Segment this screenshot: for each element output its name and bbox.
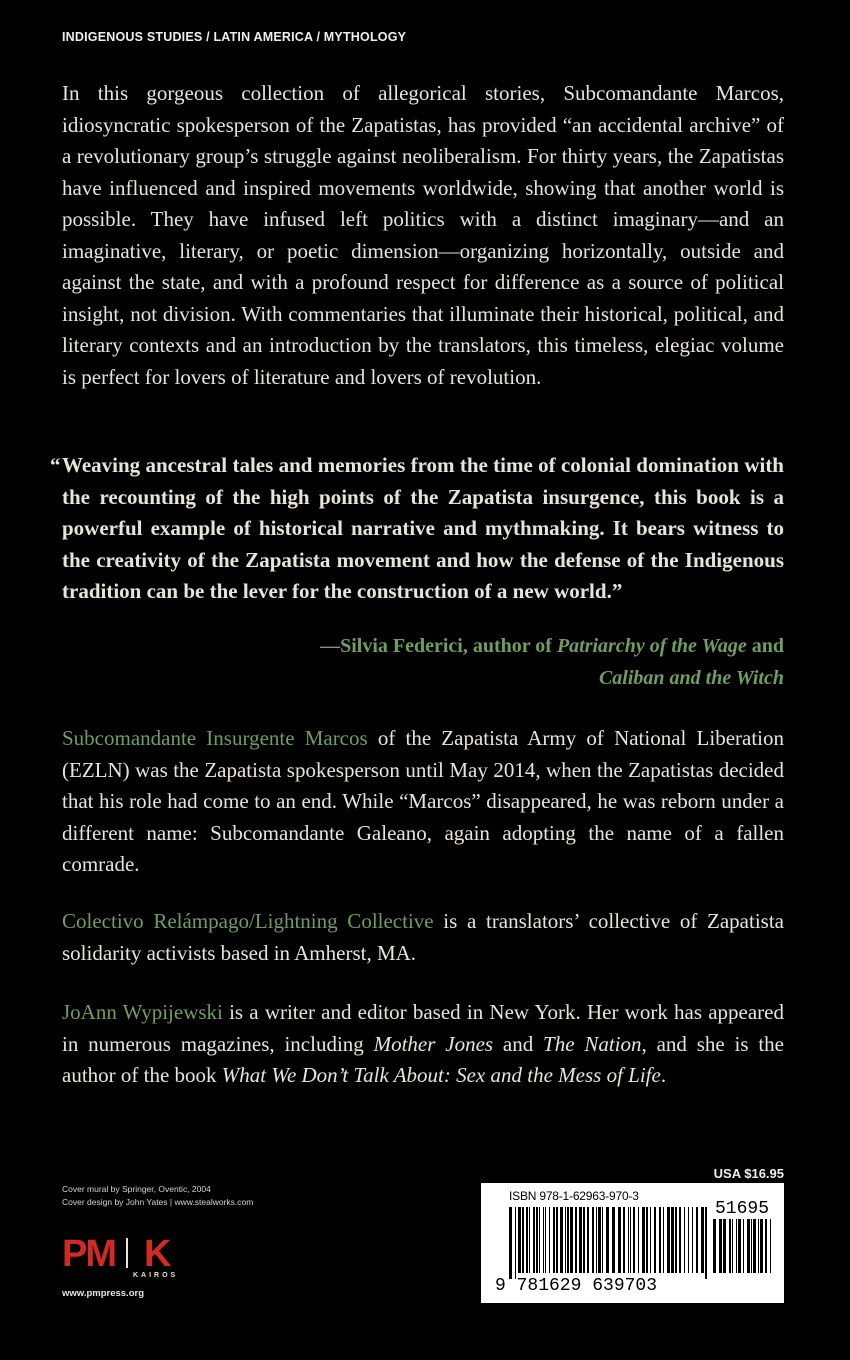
- cover-credits: [62, 1183, 253, 1208]
- ean-digits: 9 781629 639703: [495, 1276, 658, 1296]
- bio-joann-magazine-2: The Nation: [543, 1031, 642, 1056]
- addon-bar: [723, 1219, 726, 1273]
- bio-marcos: [62, 723, 784, 881]
- barcode-bar: [705, 1207, 707, 1279]
- addon-bar: [751, 1219, 752, 1273]
- bio-joann-and: and: [493, 1031, 544, 1056]
- barcode-bar: [692, 1207, 693, 1273]
- barcode-bar: [654, 1207, 656, 1273]
- barcode-bar: [596, 1207, 597, 1273]
- credit-line-1: Cover mural by Springer, Oventic, 2004: [62, 1184, 211, 1194]
- barcode-bar: [623, 1207, 625, 1273]
- pm-press-logo: PM: [62, 1233, 115, 1275]
- barcode-bar: [553, 1207, 555, 1273]
- addon-bar: [738, 1219, 741, 1273]
- barcode-bar: [526, 1207, 528, 1273]
- attribution-book-2: Caliban and the Witch: [598, 666, 784, 689]
- barcode-bar: [579, 1207, 582, 1273]
- endorsement-text: Weaving ancestral tales and memories from the time of colonial domination with the recounting of the high points of the Zapatista insurgence, this book is a powerful example of historical narrative and mythmaking. It bears witness to the creativity of the Zapatista movement and how the defense of the Indigenous tradition can be the lever for the construction of a new world.”: [62, 453, 784, 603]
- barcode: [481, 1183, 784, 1303]
- barcode-bar: [515, 1207, 516, 1279]
- kairos-wordmark: KAIROS: [133, 1272, 179, 1279]
- bio-marcos-name: Subcomandante Insurgente Marcos: [62, 726, 368, 750]
- barcode-bar: [606, 1207, 609, 1273]
- isbn-number: ISBN 978-1-62963-970-3: [509, 1189, 639, 1203]
- barcode-bar: [592, 1207, 594, 1273]
- barcode-bar: [533, 1207, 535, 1273]
- barcode-bar: [570, 1207, 573, 1273]
- barcode-bar: [663, 1207, 664, 1273]
- barcode-bar: [646, 1207, 648, 1273]
- barcode-bar: [560, 1207, 563, 1273]
- addon-bar: [770, 1219, 771, 1273]
- barcode-bar: [522, 1207, 524, 1273]
- publisher-logos: [62, 1232, 222, 1282]
- barcode-bar: [556, 1207, 558, 1273]
- barcode-bar: [701, 1207, 704, 1273]
- addon-bar: [747, 1219, 750, 1273]
- barcode-bar: [642, 1207, 645, 1273]
- bio-marcos-text: of the Zapatista Army of National Liberation (EZLN) was the Zapatista spokesperson until May 2014, when the Zapatistas decided that his role had come to an end. While “Marcos” disappeared, he was reborn under a different name: Subcomandante Galeano, again adopting the name of a fallen comrade.: [62, 726, 784, 876]
- barcode-bar: [679, 1207, 681, 1273]
- barcode-bar: [545, 1207, 546, 1273]
- barcode-bar: [633, 1207, 635, 1273]
- barcode-bar: [602, 1207, 603, 1273]
- bio-joann-book: What We Don’t Talk About: Sex and the Mess of Life: [221, 1063, 661, 1087]
- bio-joann: [62, 997, 784, 1092]
- addon-bar: [719, 1219, 722, 1273]
- barcode-bar: [529, 1207, 530, 1273]
- barcode-bar: [618, 1207, 621, 1273]
- addon-bar: [713, 1219, 716, 1273]
- barcode-bar: [549, 1207, 550, 1273]
- addon-bar: [765, 1219, 767, 1273]
- bio-collective-text: is a translators’ collective of Zapatista solidarity activists based in Amherst, MA.: [62, 909, 784, 965]
- publisher-website: www.pmpress.org: [62, 1288, 144, 1299]
- book-description: In this gorgeous collection of allegorical stories, Subcomandante Marcos, idiosyncratic spokesperson of the Zapatistas, has provided “an accidental archive” of a revolutionary group’s struggle against neoliberalism. For thirty years, the Zapatistas have influenced and inspired movements worldwide, showing that another world is possible. They have infused left politics with a distinct imaginary—and an imaginative, literary, or poetic dimension—organizing horizontally, outside and against the state, and with a profound respect for difference as a source of political insight, not division. With commentaries that illuminate their historical, political, and literary contexts and an introduction by the translators, this timeless, elegiac volume is perfect for lovers of literature and lovers of revolution.: [62, 81, 784, 389]
- bio-joann-magazine-1: Mother Jones: [373, 1031, 494, 1056]
- ean-barcode-bars: [509, 1207, 709, 1279]
- barcode-bar: [583, 1207, 585, 1273]
- barcode-bar: [539, 1207, 540, 1273]
- attribution-book-1: Patriarchy of the Wage: [556, 635, 747, 657]
- addon-barcode-bars: [713, 1219, 775, 1273]
- barcode-bar: [587, 1207, 589, 1273]
- addon-bar: [736, 1219, 737, 1273]
- barcode-bar: [667, 1207, 670, 1273]
- bio-collective: [62, 906, 784, 969]
- barcode-bar: [509, 1207, 512, 1279]
- barcode-bar: [543, 1207, 544, 1273]
- barcode-bar: [612, 1207, 615, 1273]
- bio-joann-text-1: is a writer and editor based in New York. Her work has appeared in numerous magazines, including: [62, 1000, 784, 1056]
- endorsement-attribution: [320, 631, 784, 694]
- barcode-bar: [518, 1207, 521, 1273]
- kairos-k-logo: K: [144, 1233, 172, 1275]
- addon-bar: [758, 1219, 759, 1273]
- barcode-bar: [659, 1207, 661, 1273]
- addon-bar: [729, 1219, 731, 1273]
- barcode-bar: [696, 1207, 698, 1273]
- price-addon-digits: 51695: [715, 1199, 770, 1219]
- barcode-bar: [565, 1207, 566, 1273]
- addon-bar: [743, 1219, 744, 1273]
- credit-line-2: Cover design by John Yates | www.stealworks.com: [62, 1196, 254, 1207]
- bio-joann-end: .: [660, 1063, 667, 1087]
- barcode-bar: [671, 1207, 674, 1273]
- bio-joann-name: JoAnn Wypijewski: [62, 1000, 223, 1024]
- logo-divider: [126, 1238, 128, 1268]
- attribution-prefix: —Silvia Federici, author of: [320, 635, 557, 657]
- price-label: USA $16.95: [713, 1166, 784, 1181]
- category-label: INDIGENOUS STUDIES / LATIN AMERICA / MYTHOLOGY: [62, 30, 407, 44]
- barcode-bar: [638, 1207, 639, 1273]
- addon-bar: [732, 1219, 733, 1273]
- barcode-bar: [536, 1207, 538, 1273]
- bio-collective-name: Colectivo Relámpago/Lightning Collective: [62, 909, 434, 933]
- barcode-bar: [684, 1207, 685, 1273]
- addon-bar: [760, 1219, 763, 1273]
- barcode-bar: [575, 1207, 577, 1273]
- addon-bar: [753, 1219, 756, 1273]
- barcode-bar: [630, 1207, 631, 1273]
- barcode-bar: [598, 1207, 601, 1273]
- barcode-bar: [628, 1207, 629, 1273]
- open-quote-mark: “: [50, 453, 61, 477]
- barcode-bar: [567, 1207, 569, 1273]
- barcode-bar: [675, 1207, 677, 1273]
- barcode-bar: [650, 1207, 651, 1273]
- bio-joann-text-2: , and she is the author of the book: [62, 1031, 784, 1087]
- barcode-bar: [688, 1207, 689, 1273]
- endorsement-quote: [50, 450, 784, 608]
- attribution-and: and: [746, 635, 784, 657]
